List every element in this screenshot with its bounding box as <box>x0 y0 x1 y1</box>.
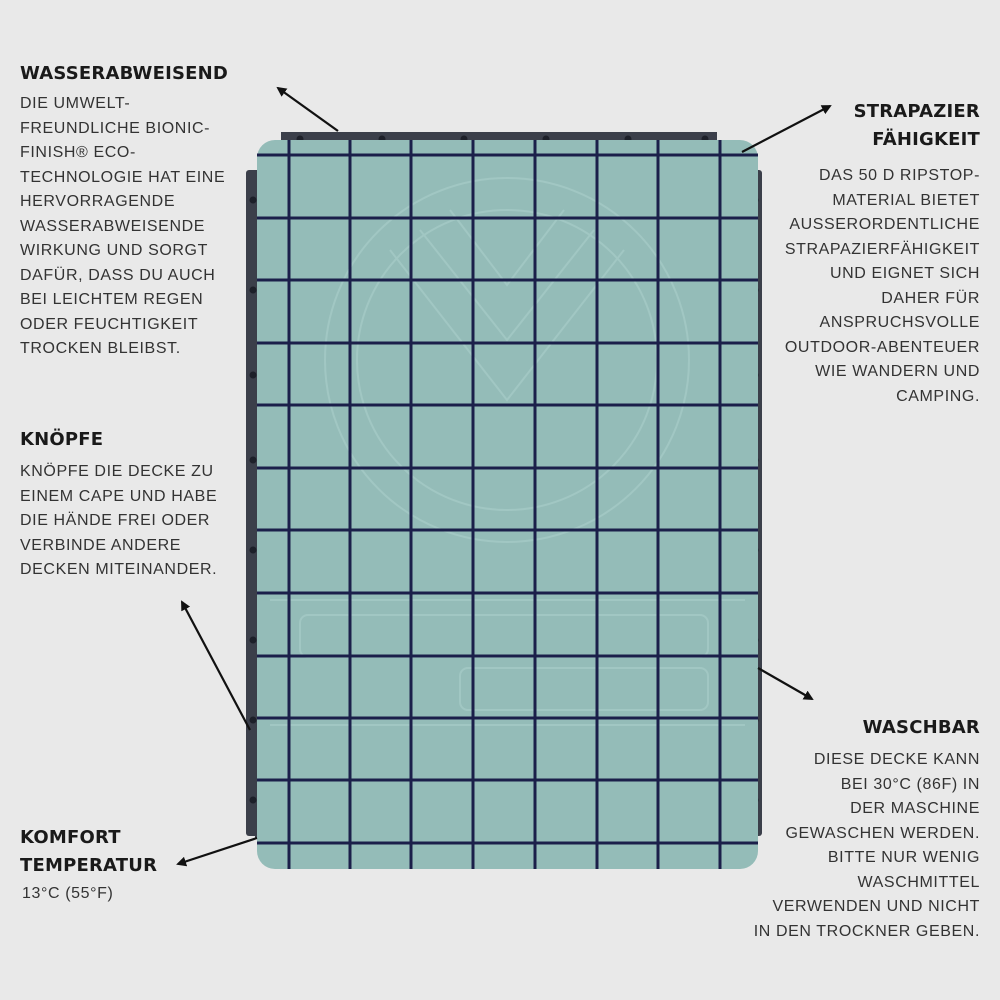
description-line: WASSERABWEISENDE <box>20 217 206 235</box>
description-line: KNÖPFE DIE DECKE ZU <box>20 463 214 480</box>
description-line: AUSSERORDENTLICHE <box>789 216 980 233</box>
description-line: ANSPRUCHSVOLLE <box>819 314 980 331</box>
description-line: BITTE NUR WENIG <box>827 849 980 866</box>
feature-waterproof <box>20 60 260 362</box>
arrow-waterproof <box>278 88 338 131</box>
snap-button <box>250 372 257 379</box>
feature-washable <box>740 714 980 944</box>
description-line: WIRKUNG UND SORGT <box>20 242 208 259</box>
title-line: KOMFORT <box>20 827 121 848</box>
feature-buttons-title: KNÖPFE <box>20 429 104 450</box>
title-line: STRAPAZIER <box>853 101 980 122</box>
blanket-body <box>257 140 758 869</box>
feature-durability-description <box>760 164 980 409</box>
description-line: TECHNOLOGIE HAT EINE <box>20 168 226 186</box>
description-line: IN DEN TROCKNER GEBEN. <box>753 922 980 940</box>
description-line: DIE UMWELT- <box>20 95 131 112</box>
description-line: BEI LEICHTEM REGEN <box>20 291 204 308</box>
description-line: DECKEN MITEINANDER. <box>20 561 218 578</box>
feature-comfort <box>20 824 220 907</box>
description-line: BEI 30°C (86F) IN <box>840 775 980 793</box>
description-line: GEWASCHEN WERDEN. <box>785 824 980 842</box>
description-line: DER MASCHINE <box>850 800 980 817</box>
snap-button <box>250 797 257 804</box>
description-line: DAFÜR, DASS DU AUCH <box>20 266 216 284</box>
description-line: FINISH® ECO- <box>20 144 136 161</box>
arrow-buttons <box>182 602 250 730</box>
description-line: FREUNDLICHE BIONIC- <box>20 119 211 137</box>
feature-washable-title: WASCHBAR <box>862 717 980 738</box>
description-line: DAS 50 D RIPSTOP- <box>818 167 980 184</box>
feature-durability-title <box>760 98 980 154</box>
description-line: VERWENDEN UND NICHT <box>772 898 980 915</box>
description-line: EINEM CAPE UND HABE <box>20 487 218 505</box>
feature-durability <box>760 98 980 409</box>
feature-comfort-title <box>20 824 220 880</box>
feature-waterproof-description <box>20 92 260 362</box>
title-line: FÄHIGKEIT <box>872 129 980 150</box>
description-line: CAMPING. <box>896 387 980 405</box>
arrow-washable <box>758 668 812 699</box>
snap-button <box>250 637 257 644</box>
description-line: VERBINDE ANDERE <box>20 536 182 554</box>
description-line: UND EIGNET SICH <box>829 265 980 282</box>
title-line: TEMPERATUR <box>20 855 158 876</box>
feature-buttons <box>20 426 260 583</box>
description-line: TROCKEN BLEIBST. <box>20 340 181 357</box>
feature-washable-description <box>740 748 980 944</box>
snap-button <box>250 717 257 724</box>
feature-waterproof-title: WASSERABWEISEND <box>20 63 229 84</box>
description-line: HERVORRAGENDE <box>20 193 176 210</box>
description-line: DIE HÄNDE FREI ODER <box>20 512 211 529</box>
feature-buttons-description <box>20 460 260 583</box>
description-line: STRAPAZIERFÄHIGKEIT <box>784 240 980 258</box>
description-line: WIE WANDERN UND <box>815 363 980 380</box>
description-line: DIESE DECKE KANN <box>813 751 980 768</box>
description-line: OUTDOOR-ABENTEUER <box>784 338 980 356</box>
description-line: ODER FEUCHTIGKEIT <box>20 315 199 333</box>
description-line: MATERIAL BIETET <box>832 191 980 209</box>
description-line: DAHER FÜR <box>881 289 980 307</box>
feature-comfort-value: 13°C (55°F) <box>22 885 114 902</box>
description-line: WASCHMITTEL <box>857 873 980 891</box>
